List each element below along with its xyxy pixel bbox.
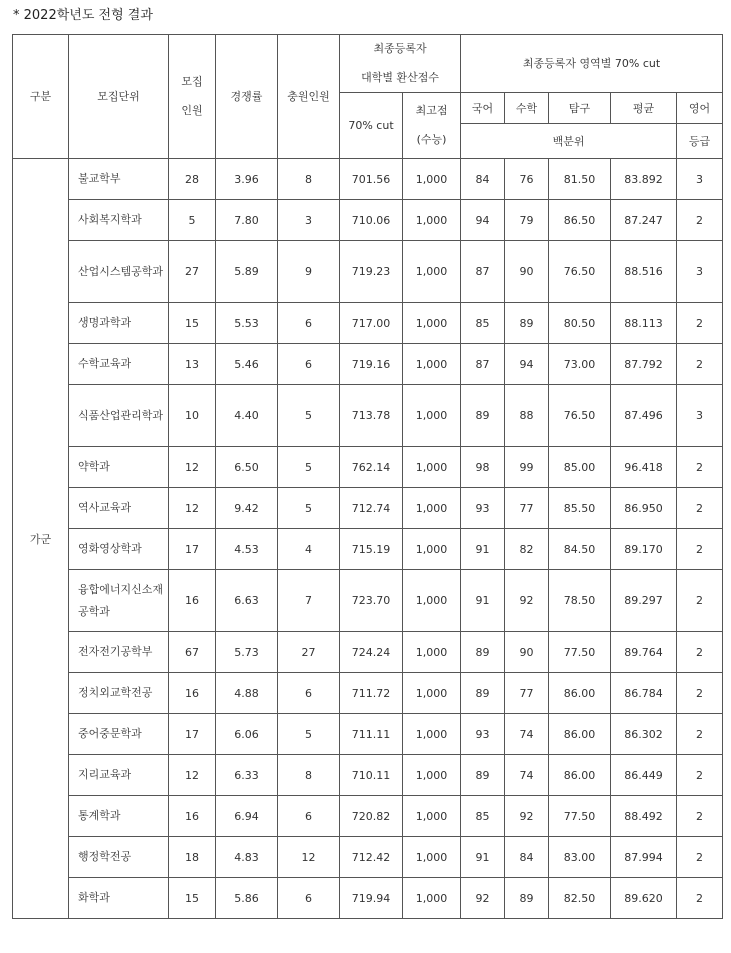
header-competition: 경쟁률	[216, 35, 278, 159]
english-cell: 2	[677, 837, 723, 878]
math-cell: 89	[505, 878, 549, 919]
inquiry-cell: 82.50	[549, 878, 611, 919]
max-cell: 1,000	[403, 570, 461, 632]
korean-cell: 94	[461, 200, 505, 241]
inquiry-cell: 84.50	[549, 529, 611, 570]
recruit-cell: 18	[169, 837, 216, 878]
additional-cell: 3	[278, 200, 340, 241]
header-max-line1: 최고점	[415, 104, 448, 118]
average-cell: 86.950	[611, 488, 677, 529]
max-cell: 1,000	[403, 344, 461, 385]
unit-name: 중어중문학과	[69, 714, 169, 755]
inquiry-cell: 83.00	[549, 837, 611, 878]
header-cut70: 70% cut	[340, 93, 403, 159]
inquiry-cell: 78.50	[549, 570, 611, 632]
math-cell: 99	[505, 447, 549, 488]
recruit-cell: 17	[169, 714, 216, 755]
inquiry-cell: 76.50	[549, 385, 611, 447]
header-recruit-line2: 인원	[181, 103, 203, 117]
competition-cell: 6.94	[216, 796, 278, 837]
korean-cell: 89	[461, 673, 505, 714]
korean-cell: 89	[461, 755, 505, 796]
max-cell: 1,000	[403, 714, 461, 755]
table-row	[13, 878, 723, 919]
cut70-cell: 717.00	[340, 303, 403, 344]
cut70-cell: 711.72	[340, 673, 403, 714]
table-header	[13, 35, 723, 159]
competition-cell: 4.53	[216, 529, 278, 570]
unit-name: 영화영상학과	[69, 529, 169, 570]
header-percentile: 백분위	[461, 124, 677, 159]
math-cell: 84	[505, 837, 549, 878]
table-row	[13, 755, 723, 796]
recruit-cell: 16	[169, 796, 216, 837]
table-row	[13, 159, 723, 200]
header-recruit-line1: 모집	[181, 75, 203, 88]
recruit-cell: 27	[169, 241, 216, 303]
unit-name: 화학과	[69, 878, 169, 919]
additional-cell: 6	[278, 303, 340, 344]
recruit-cell: 10	[169, 385, 216, 447]
additional-cell: 8	[278, 159, 340, 200]
english-cell: 2	[677, 344, 723, 385]
english-cell: 2	[677, 200, 723, 241]
cut70-cell: 762.14	[340, 447, 403, 488]
english-cell: 3	[677, 385, 723, 447]
cut70-cell: 723.70	[340, 570, 403, 632]
competition-cell: 4.83	[216, 837, 278, 878]
inquiry-cell: 77.50	[549, 632, 611, 673]
unit-name: 약학과	[69, 447, 169, 488]
average-cell: 88.516	[611, 241, 677, 303]
table-row	[13, 447, 723, 488]
header-unit: 모집단위	[69, 35, 169, 159]
korean-cell: 91	[461, 837, 505, 878]
unit-name: 수학교육과	[69, 344, 169, 385]
admission-results-table	[12, 34, 723, 919]
table-row	[13, 796, 723, 837]
page-title: * 2022학년도 전형 결과	[13, 8, 153, 23]
table-row	[13, 241, 723, 303]
competition-cell: 6.63	[216, 570, 278, 632]
average-cell: 86.302	[611, 714, 677, 755]
additional-cell: 5	[278, 714, 340, 755]
table-body	[13, 159, 723, 919]
cut70-cell: 710.11	[340, 755, 403, 796]
average-cell: 86.449	[611, 755, 677, 796]
average-cell: 87.247	[611, 200, 677, 241]
unit-name: 생명과학과	[69, 303, 169, 344]
recruit-cell: 12	[169, 447, 216, 488]
average-cell: 87.994	[611, 837, 677, 878]
english-cell: 2	[677, 488, 723, 529]
average-cell: 89.620	[611, 878, 677, 919]
max-cell: 1,000	[403, 447, 461, 488]
korean-cell: 91	[461, 529, 505, 570]
competition-cell: 6.06	[216, 714, 278, 755]
english-cell: 2	[677, 796, 723, 837]
korean-cell: 84	[461, 159, 505, 200]
unit-name: 역사교육과	[69, 488, 169, 529]
additional-cell: 27	[278, 632, 340, 673]
unit-name: 정치외교학전공	[69, 673, 169, 714]
recruit-cell: 13	[169, 344, 216, 385]
english-cell: 2	[677, 673, 723, 714]
additional-cell: 4	[278, 529, 340, 570]
english-cell: 2	[677, 303, 723, 344]
max-cell: 1,000	[403, 755, 461, 796]
average-cell: 89.764	[611, 632, 677, 673]
unit-name: 사회복지학과	[69, 200, 169, 241]
table-row	[13, 632, 723, 673]
unit-name: 지리교육과	[69, 755, 169, 796]
competition-cell: 5.73	[216, 632, 278, 673]
recruit-cell: 67	[169, 632, 216, 673]
additional-cell: 7	[278, 570, 340, 632]
max-cell: 1,000	[403, 385, 461, 447]
math-cell: 79	[505, 200, 549, 241]
average-cell: 83.892	[611, 159, 677, 200]
inquiry-cell: 76.50	[549, 241, 611, 303]
cut70-cell: 719.94	[340, 878, 403, 919]
header-math: 수학	[505, 93, 549, 124]
average-cell: 88.492	[611, 796, 677, 837]
competition-cell: 3.96	[216, 159, 278, 200]
competition-cell: 5.53	[216, 303, 278, 344]
cut70-cell: 713.78	[340, 385, 403, 447]
english-cell: 2	[677, 447, 723, 488]
cut70-cell: 719.16	[340, 344, 403, 385]
table-row	[13, 714, 723, 755]
max-cell: 1,000	[403, 200, 461, 241]
math-cell: 89	[505, 303, 549, 344]
average-cell: 89.170	[611, 529, 677, 570]
cut70-cell: 712.42	[340, 837, 403, 878]
max-cell: 1,000	[403, 796, 461, 837]
additional-cell: 6	[278, 796, 340, 837]
math-cell: 74	[505, 755, 549, 796]
recruit-cell: 15	[169, 303, 216, 344]
math-cell: 82	[505, 529, 549, 570]
table-row	[13, 837, 723, 878]
table-row	[13, 303, 723, 344]
math-cell: 90	[505, 632, 549, 673]
unit-name: 전자전기공학부	[69, 632, 169, 673]
additional-cell: 5	[278, 385, 340, 447]
inquiry-cell: 86.50	[549, 200, 611, 241]
inquiry-cell: 80.50	[549, 303, 611, 344]
group-label: 가군	[13, 159, 69, 919]
table-row	[13, 570, 723, 632]
competition-cell: 9.42	[216, 488, 278, 529]
max-cell: 1,000	[403, 878, 461, 919]
english-cell: 2	[677, 878, 723, 919]
recruit-cell: 5	[169, 200, 216, 241]
recruit-cell: 16	[169, 673, 216, 714]
math-cell: 88	[505, 385, 549, 447]
average-cell: 86.784	[611, 673, 677, 714]
unit-name: 행정학전공	[69, 837, 169, 878]
additional-cell: 9	[278, 241, 340, 303]
competition-cell: 6.50	[216, 447, 278, 488]
english-cell: 2	[677, 755, 723, 796]
unit-name: 융합에너지신소재공학과	[69, 570, 169, 632]
header-english: 영어	[677, 93, 723, 124]
average-cell: 87.792	[611, 344, 677, 385]
header-average: 평균	[611, 93, 677, 124]
math-cell: 92	[505, 796, 549, 837]
additional-cell: 12	[278, 837, 340, 878]
recruit-cell: 28	[169, 159, 216, 200]
korean-cell: 89	[461, 385, 505, 447]
recruit-cell: 12	[169, 755, 216, 796]
cut70-cell: 724.24	[340, 632, 403, 673]
header-area-cut: 최종등록자 영역별 70% cut	[461, 35, 723, 93]
inquiry-cell: 86.00	[549, 714, 611, 755]
additional-cell: 5	[278, 488, 340, 529]
additional-cell: 6	[278, 344, 340, 385]
max-cell: 1,000	[403, 488, 461, 529]
math-cell: 90	[505, 241, 549, 303]
english-cell: 2	[677, 529, 723, 570]
additional-cell: 5	[278, 447, 340, 488]
header-max	[403, 93, 461, 159]
english-cell: 2	[677, 570, 723, 632]
english-cell: 3	[677, 241, 723, 303]
recruit-cell: 16	[169, 570, 216, 632]
competition-cell: 7.80	[216, 200, 278, 241]
korean-cell: 87	[461, 241, 505, 303]
inquiry-cell: 85.00	[549, 447, 611, 488]
unit-name: 산업시스템공학과	[69, 241, 169, 303]
recruit-cell: 15	[169, 878, 216, 919]
cut70-cell: 720.82	[340, 796, 403, 837]
inquiry-cell: 81.50	[549, 159, 611, 200]
table-row	[13, 673, 723, 714]
math-cell: 77	[505, 673, 549, 714]
cut70-cell: 712.74	[340, 488, 403, 529]
recruit-cell: 17	[169, 529, 216, 570]
header-korean: 국어	[461, 93, 505, 124]
competition-cell: 5.89	[216, 241, 278, 303]
header-inquiry: 탐구	[549, 93, 611, 124]
header-final-score-line1: 최종등록자	[373, 42, 427, 55]
recruit-cell: 12	[169, 488, 216, 529]
additional-cell: 6	[278, 673, 340, 714]
cut70-cell: 719.23	[340, 241, 403, 303]
competition-cell: 5.46	[216, 344, 278, 385]
competition-cell: 4.88	[216, 673, 278, 714]
math-cell: 92	[505, 570, 549, 632]
header-additional: 충원인원	[278, 35, 340, 159]
inquiry-cell: 86.00	[549, 755, 611, 796]
table-row	[13, 385, 723, 447]
average-cell: 89.297	[611, 570, 677, 632]
english-cell: 2	[677, 714, 723, 755]
max-cell: 1,000	[403, 673, 461, 714]
cut70-cell: 711.11	[340, 714, 403, 755]
max-cell: 1,000	[403, 529, 461, 570]
unit-name: 통계학과	[69, 796, 169, 837]
math-cell: 77	[505, 488, 549, 529]
table-row	[13, 344, 723, 385]
average-cell: 88.113	[611, 303, 677, 344]
cut70-cell: 710.06	[340, 200, 403, 241]
max-cell: 1,000	[403, 303, 461, 344]
inquiry-cell: 86.00	[549, 673, 611, 714]
unit-name: 식품산업관리학과	[69, 385, 169, 447]
header-category: 구분	[13, 35, 69, 159]
korean-cell: 89	[461, 632, 505, 673]
korean-cell: 91	[461, 570, 505, 632]
korean-cell: 92	[461, 878, 505, 919]
table-row	[13, 200, 723, 241]
max-cell: 1,000	[403, 837, 461, 878]
average-cell: 96.418	[611, 447, 677, 488]
header-recruit	[169, 35, 216, 159]
cut70-cell: 701.56	[340, 159, 403, 200]
table-row	[13, 488, 723, 529]
math-cell: 94	[505, 344, 549, 385]
math-cell: 76	[505, 159, 549, 200]
korean-cell: 98	[461, 447, 505, 488]
competition-cell: 4.40	[216, 385, 278, 447]
header-grade: 등급	[677, 124, 723, 159]
korean-cell: 85	[461, 796, 505, 837]
math-cell: 74	[505, 714, 549, 755]
table-row	[13, 529, 723, 570]
header-final-score	[340, 35, 461, 93]
inquiry-cell: 85.50	[549, 488, 611, 529]
unit-name: 불교학부	[69, 159, 169, 200]
competition-cell: 5.86	[216, 878, 278, 919]
additional-cell: 8	[278, 755, 340, 796]
inquiry-cell: 77.50	[549, 796, 611, 837]
english-cell: 3	[677, 159, 723, 200]
cut70-cell: 715.19	[340, 529, 403, 570]
korean-cell: 93	[461, 488, 505, 529]
inquiry-cell: 73.00	[549, 344, 611, 385]
korean-cell: 93	[461, 714, 505, 755]
header-final-score-line2: 대학별 환산점수	[361, 70, 439, 84]
max-cell: 1,000	[403, 632, 461, 673]
english-cell: 2	[677, 632, 723, 673]
max-cell: 1,000	[403, 241, 461, 303]
competition-cell: 6.33	[216, 755, 278, 796]
header-max-line2: (수능)	[416, 132, 447, 146]
average-cell: 87.496	[611, 385, 677, 447]
additional-cell: 6	[278, 878, 340, 919]
korean-cell: 87	[461, 344, 505, 385]
korean-cell: 85	[461, 303, 505, 344]
max-cell: 1,000	[403, 159, 461, 200]
